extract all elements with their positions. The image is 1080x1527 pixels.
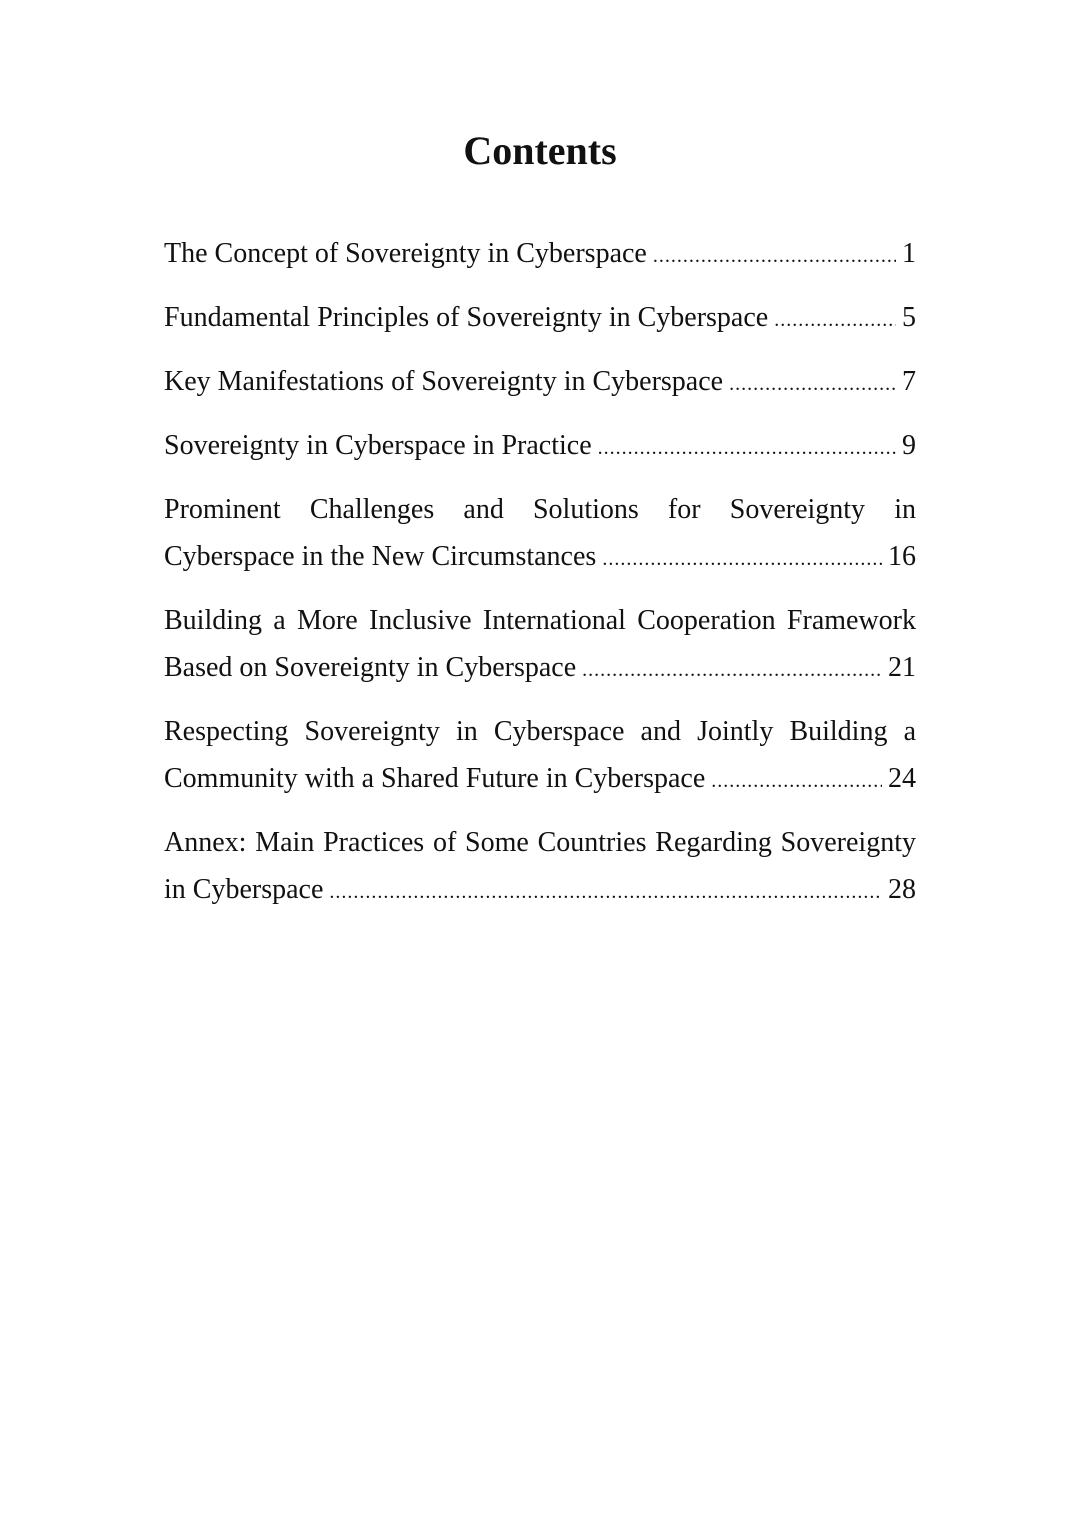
- toc-entry-title-line-1: Respecting Sovereignty in Cyberspace and Jointly Building a: [164, 716, 916, 747]
- toc-entry-cooperation[interactable]: [164, 597, 916, 694]
- toc-page-number: 5: [902, 302, 916, 333]
- toc-entry-title-line-2: Based on Sovereignty in Cyberspace: [164, 652, 577, 683]
- toc-entry-title: Sovereignty in Cyberspace in Practice: [164, 430, 592, 461]
- table-of-contents: [164, 230, 916, 930]
- toc-page-number: 9: [902, 430, 916, 461]
- toc-entry-manifestations[interactable]: [164, 358, 916, 408]
- toc-page-number: 16: [888, 541, 916, 572]
- toc-entry-title-line-2: Community with a Shared Future in Cyberspace: [164, 763, 706, 794]
- toc-entry-title-line-1: Building a More Inclusive International Cooperation Framework: [164, 605, 916, 636]
- dot-leader: [711, 758, 882, 805]
- toc-entry-challenges[interactable]: [164, 486, 916, 583]
- toc-entry-title: The Concept of Sovereignty in Cyberspace: [164, 238, 647, 269]
- toc-entry-practice[interactable]: [164, 422, 916, 472]
- dot-leader: [582, 647, 882, 694]
- toc-page-number: 1: [902, 238, 916, 269]
- toc-entry-concept[interactable]: [164, 230, 916, 280]
- toc-entry-community[interactable]: [164, 708, 916, 805]
- toc-entry-title: Fundamental Principles of Sovereignty in Cyberspace: [164, 302, 769, 333]
- toc-page-number: 21: [888, 652, 916, 683]
- dot-leader: [598, 425, 896, 472]
- toc-entry-title: Key Manifestations of Sovereignty in Cyberspace: [164, 366, 724, 397]
- toc-page-number: 7: [902, 366, 916, 397]
- toc-entry-principles[interactable]: [164, 294, 916, 344]
- page-title: Contents: [463, 128, 617, 173]
- dot-leader: [602, 536, 882, 583]
- dot-leader: [653, 233, 896, 280]
- toc-entry-title-line-2: Cyberspace in the New Circumstances: [164, 541, 597, 572]
- toc-page-number: 28: [888, 874, 916, 905]
- toc-entry-title-line-1: Prominent Challenges and Solutions for Sovereignty in: [164, 494, 916, 525]
- toc-entry-title-line-2: in Cyberspace: [164, 874, 324, 905]
- toc-page-number: 24: [888, 763, 916, 794]
- dot-leader: [329, 869, 882, 916]
- dot-leader: [729, 361, 896, 408]
- toc-entry-title-line-1: Annex: Main Practices of Some Countries Regarding Sovereignty: [164, 827, 916, 858]
- dot-leader: [774, 297, 896, 344]
- toc-entry-annex[interactable]: [164, 819, 916, 916]
